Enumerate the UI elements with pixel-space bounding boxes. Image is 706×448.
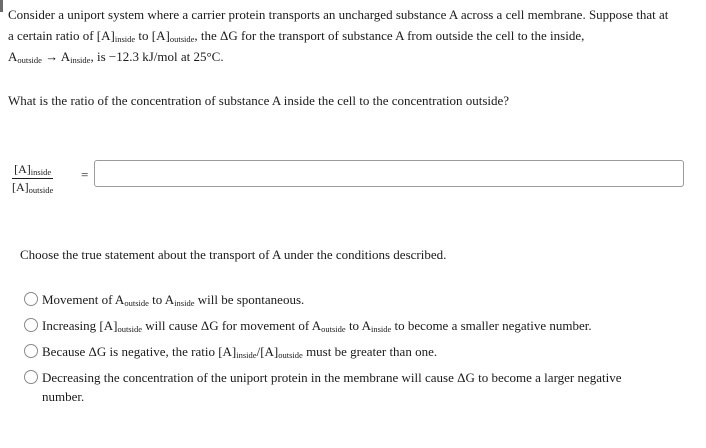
intro-text: A (60, 49, 71, 64)
option-4[interactable] (24, 368, 642, 406)
radio-button[interactable] (24, 344, 38, 358)
left-edge-marker (0, 0, 3, 12)
intro-text: Consider a uniport system where a carrier protein transports an uncharged substance A across a cell membrane. Suppose that at (8, 7, 669, 22)
question-1: What is the ratio of the concentration of substance A inside the cell to the concentration outside? (8, 93, 510, 108)
option-label: Increasing $[A]_{outside}$ will cause ΔG for movement of $A_{outside}$ to $A_{inside}$ to become a smaller negative number. (42, 318, 592, 334)
fraction-numerator: $[A]_{inside}$ (12, 162, 53, 179)
subscript: inside (70, 55, 91, 65)
equals-sign: = (81, 167, 89, 182)
arrow: → (41, 49, 61, 64)
subscript: inside (114, 34, 136, 44)
option-label: Movement of $A_{outside}$ to $A_{inside}$ will be spontaneous. (42, 292, 305, 308)
problem-statement (8, 4, 702, 67)
intro-line-2 (8, 25, 702, 46)
subscript: outside (169, 34, 195, 44)
concentration-ratio-fraction (12, 162, 53, 195)
radio-button[interactable] (24, 370, 38, 384)
intro-line-1 (8, 4, 702, 25)
intro-text: a certain ratio of [A] (8, 28, 115, 43)
ratio-answer-input[interactable] (94, 160, 684, 187)
option-2[interactable] (24, 316, 642, 335)
radio-button[interactable] (24, 318, 38, 332)
subscript: outside (17, 55, 42, 65)
radio-button[interactable] (24, 292, 38, 306)
question-2: Choose the true statement about the transport of A under the conditions described. (20, 247, 447, 262)
intro-text: , is −12.3 kJ/mol at 25°C. (90, 49, 224, 64)
fraction-denominator: $[A]_{outside}$ (12, 180, 54, 195)
option-3[interactable] (24, 342, 642, 361)
intro-text: , the ΔG for the transport of substance A from outside the cell to the inside, (194, 28, 585, 43)
option-1[interactable] (24, 290, 642, 309)
intro-line-3 (8, 46, 702, 67)
intro-text: A (8, 49, 18, 64)
intro-text: to [A] (135, 28, 170, 43)
option-label: Because ΔG is negative, the ratio $[A]_{inside}/[A]_{outside}$ must be greater than one. (42, 344, 438, 360)
option-label: Decreasing the concentration of the uniport protein in the membrane will cause ΔG to become a larger negative number. (42, 370, 622, 404)
